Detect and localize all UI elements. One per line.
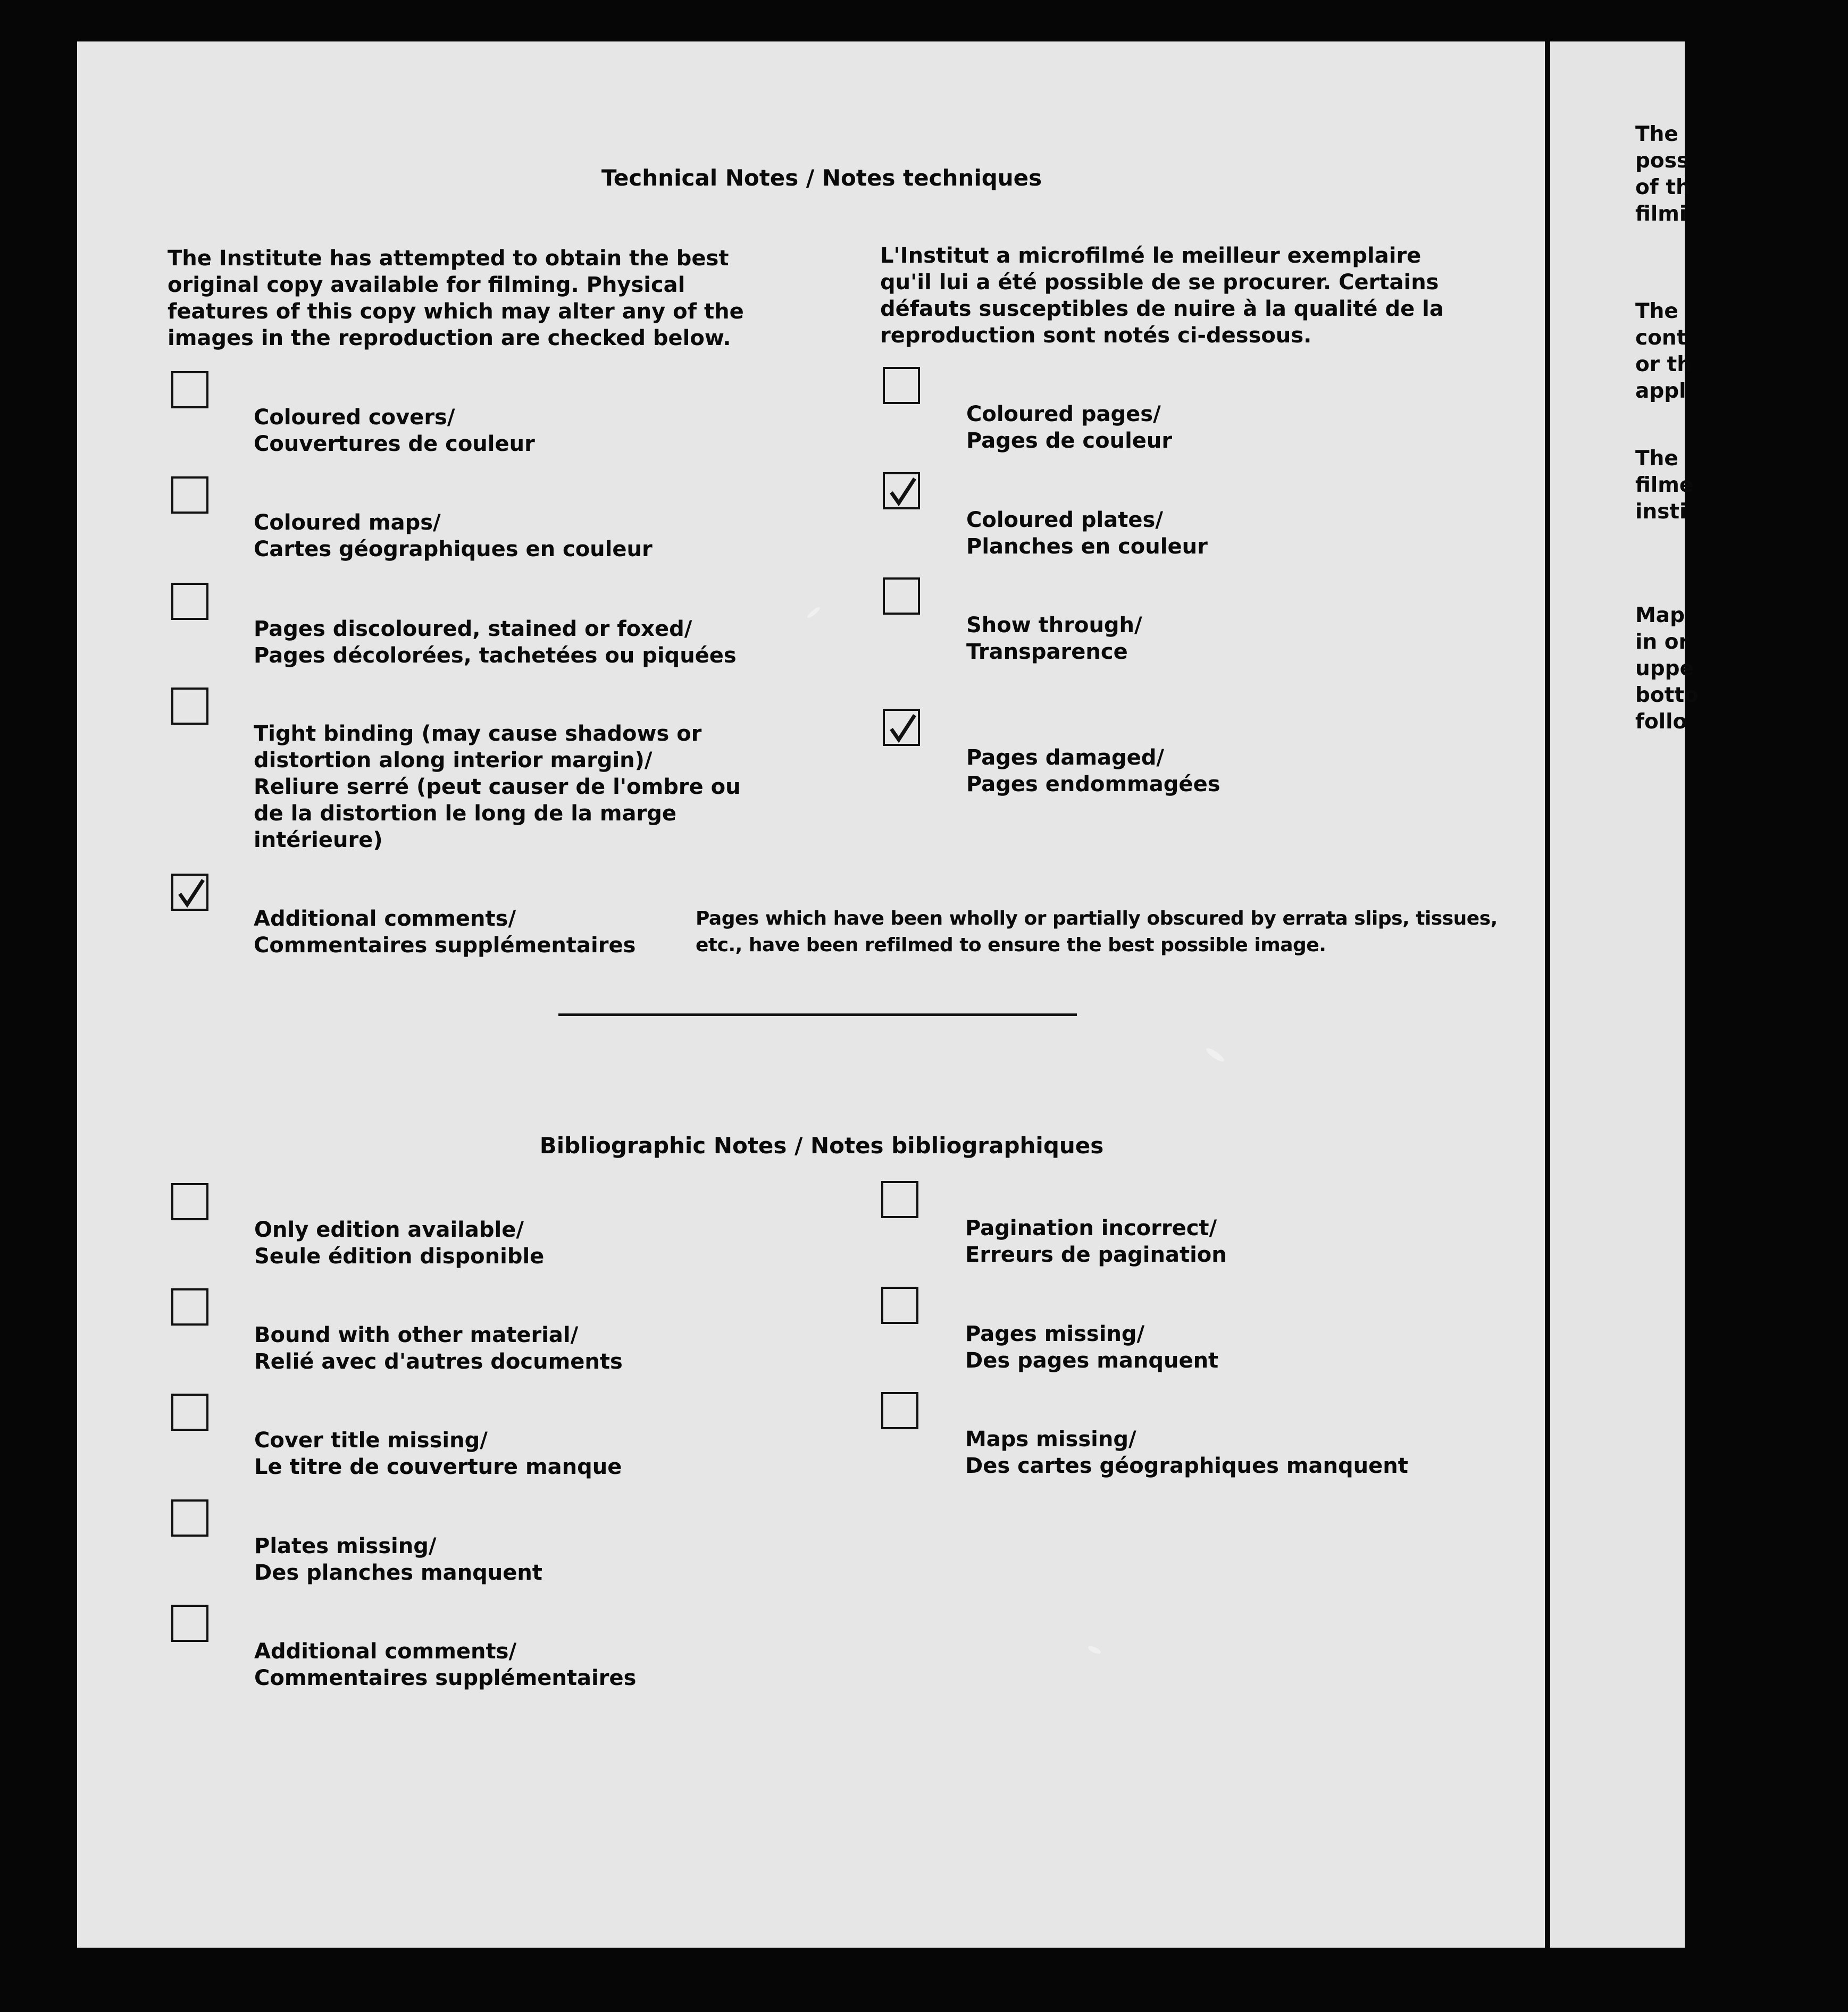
section-divider: [558, 1013, 1077, 1016]
pages-damaged-checkbox[interactable]: [883, 709, 920, 746]
adjacent-block: [1635, 298, 1848, 405]
adjacent-line: or th: [1635, 353, 1692, 376]
coloured-covers-label: [254, 404, 535, 457]
intro-en-line: images in the reproduction are checked below.: [168, 326, 731, 350]
label-line: Maps missing/: [965, 1427, 1136, 1452]
pages-missing-checkbox[interactable]: [881, 1287, 918, 1324]
additional-comment-text: [696, 906, 1498, 959]
show-through-label: [966, 612, 1142, 665]
adjacent-block: [1635, 446, 1848, 525]
comment-line: Pages which have been wholly or partially obscured by errata slips, tissues,: [696, 908, 1498, 929]
label-line: Erreurs de pagination: [965, 1243, 1227, 1267]
tight-binding-checkbox[interactable]: [171, 688, 208, 725]
adjacent-line: uppe: [1635, 657, 1694, 681]
label-line: Additional comments/: [254, 907, 516, 931]
intro-fr-line: L'Institut a microfilmé le meilleur exemplaire: [880, 244, 1421, 268]
label-line: Pagination incorrect/: [965, 1216, 1217, 1240]
scan-speck: [806, 606, 821, 619]
adjacent-line: poss: [1635, 149, 1690, 173]
coloured-plates-checkbox[interactable]: [883, 472, 920, 509]
intro-french: [880, 242, 1444, 349]
label-line: Show through/: [966, 613, 1142, 638]
additional-comments-label: [254, 906, 635, 959]
pagination-incorrect-label: [965, 1215, 1227, 1268]
adjacent-line: appl: [1635, 379, 1686, 403]
adjacent-line: follo: [1635, 710, 1687, 734]
pages-missing-label: [965, 1321, 1218, 1374]
only-edition-checkbox[interactable]: [171, 1183, 208, 1220]
intro-fr-line: qu'il lui a été possible de se procurer. Certains: [880, 270, 1439, 295]
bound-with-checkbox[interactable]: [171, 1288, 208, 1326]
coloured-pages-checkbox[interactable]: [883, 367, 920, 404]
label-line: Additional comments/: [254, 1639, 517, 1664]
label-line: Reliure serré (peut causer de l'ombre ou: [254, 775, 741, 799]
label-line: Coloured covers/: [254, 405, 455, 430]
label-line: Couvertures de couleur: [254, 432, 535, 456]
only-edition-label: [254, 1217, 544, 1270]
label-line: Cartes géographiques en couleur: [254, 537, 653, 561]
coloured-plates-label: [966, 507, 1208, 560]
pages-discoloured-label: [254, 616, 737, 669]
label-line: Planches en couleur: [966, 534, 1208, 559]
label-line: Seule édition disponible: [254, 1244, 545, 1269]
label-line: Pages missing/: [965, 1322, 1145, 1346]
label-line: Commentaires supplémentaires: [254, 933, 636, 958]
intro-en-line: original copy available for filming. Physical: [168, 273, 685, 297]
label-line: Relié avec d'autres documents: [254, 1349, 623, 1374]
label-line: Des pages manquent: [965, 1348, 1219, 1373]
technical-notes-title: Technical Notes / Notes techniques: [601, 165, 1042, 191]
adjacent-line: filmi: [1635, 202, 1687, 226]
pages-damaged-label: [966, 744, 1220, 798]
label-line: Pages damaged/: [966, 745, 1165, 770]
maps-missing-label: [965, 1426, 1408, 1479]
bib-additional-comments-checkbox[interactable]: [171, 1605, 208, 1642]
coloured-maps-label: [254, 509, 653, 563]
maps-missing-checkbox[interactable]: [881, 1392, 918, 1429]
cover-title-missing-label: [254, 1427, 622, 1480]
intro-en-line: features of this copy which may alter any of the: [168, 299, 744, 324]
label-line: distortion along interior margin)/: [254, 748, 653, 773]
label-line: de la distortion le long de la marge: [254, 801, 676, 826]
bound-with-label: [254, 1322, 623, 1375]
plates-missing-checkbox[interactable]: [171, 1499, 208, 1537]
coloured-maps-checkbox[interactable]: [171, 476, 208, 514]
scan-speck: [1087, 1645, 1102, 1655]
label-line: Tight binding (may cause shadows or: [254, 722, 702, 746]
adjacent-line: of th: [1635, 175, 1691, 199]
label-line: Plates missing/: [254, 1534, 437, 1558]
label-line: Coloured plates/: [966, 508, 1163, 532]
adjacent-line: cont: [1635, 326, 1687, 350]
additional-comments-checkbox[interactable]: [171, 874, 208, 911]
label-line: Transparence: [966, 640, 1128, 664]
label-line: Coloured pages/: [966, 402, 1161, 426]
label-line: Le titre de couverture manque: [254, 1455, 622, 1479]
plates-missing-label: [254, 1533, 542, 1586]
label-line: Pages endommagées: [966, 772, 1220, 797]
label-line: Only edition available/: [254, 1218, 524, 1242]
cover-title-missing-checkbox[interactable]: [171, 1394, 208, 1431]
intro-fr-line: reproduction sont notés ci-dessous.: [880, 323, 1312, 348]
scan-speck: [1205, 1046, 1226, 1064]
adjacent-line: The: [1635, 122, 1678, 146]
coloured-pages-label: [966, 401, 1172, 454]
label-line: intérieure): [254, 828, 383, 852]
adjacent-page: [1550, 41, 1699, 1948]
label-line: Bound with other material/: [254, 1323, 579, 1347]
tight-binding-label: [254, 720, 741, 853]
adjacent-line: The: [1635, 299, 1678, 323]
check-mark-icon: [888, 713, 918, 744]
label-line: Pages discoloured, stained or foxed/: [254, 617, 692, 641]
adjacent-line: filme: [1635, 473, 1694, 497]
adjacent-line: The: [1635, 447, 1678, 471]
check-mark-icon: [888, 476, 918, 507]
label-line: Des planches manquent: [254, 1561, 542, 1585]
bibliographic-notes-title: Bibliographic Notes / Notes bibliographiques: [539, 1133, 1104, 1159]
label-line: Coloured maps/: [254, 510, 441, 535]
adjacent-line: Map: [1635, 603, 1685, 627]
pages-discoloured-checkbox[interactable]: [171, 583, 208, 620]
label-line: Commentaires supplémentaires: [254, 1666, 637, 1690]
bib-additional-comments-label: [254, 1638, 636, 1691]
check-mark-icon: [177, 878, 206, 909]
pagination-incorrect-checkbox[interactable]: [881, 1181, 918, 1218]
adjacent-line: insti: [1635, 500, 1687, 524]
comment-line: etc., have been refilmed to ensure the best possible image.: [696, 934, 1326, 956]
label-line: Cover title missing/: [254, 1428, 488, 1453]
document-page: [77, 41, 1545, 1948]
intro-en-line: The Institute has attempted to obtain the best: [168, 246, 729, 271]
adjacent-block: [1635, 602, 1848, 735]
label-line: Des cartes géographiques manquent: [965, 1454, 1408, 1478]
label-line: Pages décolorées, tachetées ou piquées: [254, 643, 737, 668]
intro-fr-line: défauts susceptibles de nuire à la qualité de la: [880, 297, 1444, 321]
adjacent-line: in or: [1635, 630, 1689, 654]
intro-english: [168, 245, 744, 351]
coloured-covers-checkbox[interactable]: [171, 371, 208, 408]
adjacent-block: [1635, 121, 1848, 228]
show-through-checkbox[interactable]: [883, 577, 920, 615]
label-line: Pages de couleur: [966, 429, 1173, 453]
adjacent-line: botto: [1635, 683, 1699, 707]
